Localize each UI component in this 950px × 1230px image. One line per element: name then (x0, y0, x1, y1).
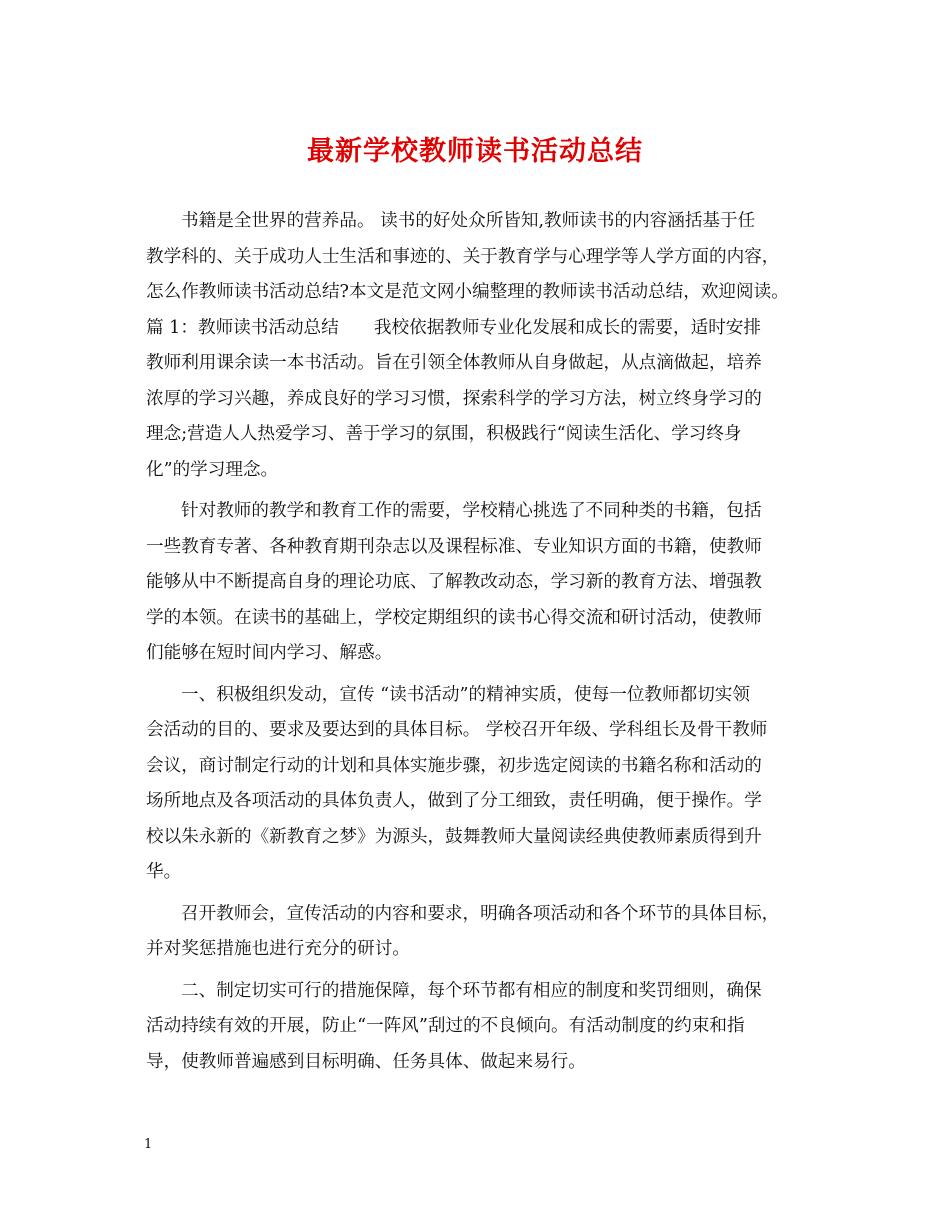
paragraph-line: 二、制定切实可行的措施保障，每个环节都有相应的制度和奖罚细则，确保 (181, 980, 762, 1001)
paragraph-line: 华。 (146, 862, 182, 882)
paragraph-line: 针对教师的教学和教育工作的需要，学校精心挑选了不同种类的书籍，包括 (181, 501, 762, 521)
document-body (146, 204, 806, 1080)
paragraph-line: 召开教师会，宣传活动的内容和要求，明确各项活动和各个环节的具体目标， (181, 903, 780, 924)
paragraph-line: 理念;营造人人热爱学习、善于学习的氛围，积极践行“阅读生活化、学习终身 (146, 424, 742, 444)
paragraph-line: 书籍是全世界的营养品。 读书的好处众所皆知,教师读书的内容涵括基于任 (181, 211, 756, 231)
paragraph-line: 教师利用课余读一本书活动。旨在引领全体教师从自身做起，从点滴做起，培养 (146, 353, 762, 373)
paragraph-line: 学的本领。在读书的基础上，学校定期组织的读书心得交流和研讨活动，使教师 (146, 607, 762, 628)
paragraph-line: 场所地点及各项活动的具体负责人，做到了分工细致，责任明确，便于操作。学 (146, 791, 762, 811)
paragraph-line: 一些教育专著、各种教育期刊杂志以及课程标准、专业知识方面的书籍，使教师 (146, 536, 762, 557)
paragraph-line: 导，使教师普遍感到目标明确、任务具体、做起来易行。 (146, 1051, 586, 1072)
document-title: 最新学校教师读书活动总结 (307, 136, 643, 167)
paragraph-line: 篇 1：教师读书活动总结 我校依据教师专业化发展和成长的需要，适时安排 (146, 317, 761, 338)
paragraph-line: 怎么作教师读书活动总结?本文是范文网小编整理的教师读书活动总结，欢迎阅读。 (146, 282, 789, 302)
paragraph-line: 校以朱永新的《新教育之梦》为源头，鼓舞教师大量阅读经典使教师素质得到升 (146, 826, 762, 847)
page-number: 1 (144, 1137, 153, 1152)
paragraph-line: 并对奖惩措施也进行充分的研讨。 (146, 939, 410, 959)
paragraph-line: 化”的学习理念。 (146, 459, 279, 480)
paragraph-line: 教学科的、关于成功人士生活和事迹的、关于教育学与心理学等人学方面的内容， (146, 246, 780, 267)
paragraph-line: 能够从中不断提高自身的理论功底、了解教改动态，学习新的教育方法、增强教 (146, 572, 762, 592)
paragraph-line: 一、积极组织发动，宣传 “读书活动”的精神实质，使每一位教师都切实领 (181, 684, 750, 705)
paragraph-line: 浓厚的学习兴趣，养成良好的学习习惯，探索科学的学习方法，树立终身学习的 (146, 388, 762, 409)
paragraph-line: 们能够在短时间内学习、解惑。 (146, 643, 393, 663)
paragraph-line: 活动持续有效的开展，防止“一阵风”刮过的不良倾向。有活动制度的约束和指 (146, 1016, 745, 1036)
paragraph-line: 会议，商讨制定行动的计划和具体实施步骤，初步选定阅读的书籍名称和活动的 (146, 755, 762, 776)
paragraph-line: 会活动的目的、要求及要达到的具体目标。 学校召开年级、学科组长及骨干教师 (146, 720, 768, 740)
